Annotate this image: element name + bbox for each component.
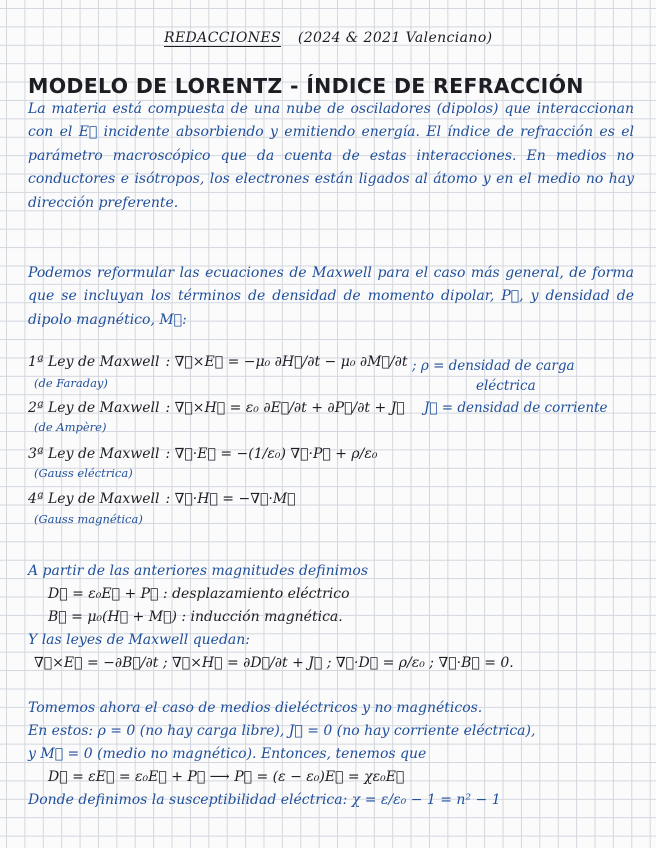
law-name: 4ª Ley de Maxwell [28,491,160,507]
paragraph-maxwell-reformulation: Podemos reformular las ecuaciones de Maxwell para el caso más general, de forma que se incluyan los términos de densidad de momento dipolar, P⃗, y densidad de dipolo magnético, M⃗: [28,265,634,328]
law-2-subtitle: (de Ampère) [34,420,107,434]
dielectric-line-2: En estos: ρ = 0 (no hay carga libre), J⃗ = 0 (no hay corriente eléctrica), [28,723,536,739]
law-equation: : ∇⃗×E⃗ = −μ₀ ∂H⃗/∂t − μ₀ ∂M⃗/∂t [165,354,408,370]
law-equation: : ∇⃗·H⃗ = −∇⃗·M⃗ [165,491,296,507]
law-equation: : ∇⃗×H⃗ = ε₀ ∂E⃗/∂t + ∂P⃗/∂t + J⃗ [165,400,405,416]
law-4-subtitle: (Gauss magnética) [34,512,143,526]
maxwell-law-1 [28,354,407,370]
maxwell-law-4 [28,491,296,507]
b-definition: B⃗ = μ₀(H⃗ + M⃗) : inducción magnética. [48,609,343,625]
dielectric-line-1: Tomemos ahora el caso de medios dieléctricos y no magnéticos. [28,700,483,716]
law-name: 1ª Ley de Maxwell [28,354,160,370]
paragraph-lorentz-model: La materia está compuesta de una nube de osciladores (dipolos) que interaccionan con el E⃗ incidente absorbiendo y emitiendo energía. El índice de refracción es el parámetro macroscópico que da cuenta de estas interacciones. En medios no conductores e isótropos, los electrones están ligados al átomo y en el medio no hay dirección preferente. [28,101,634,211]
note-j: J⃗ = densidad de corriente [424,400,608,416]
maxwell-law-3 [28,446,378,462]
law-1-subtitle: (de Faraday) [34,376,108,390]
section-heading: MODELO DE LORENTZ - ÍNDICE DE REFRACCIÓN [28,74,584,98]
header-subtitle: (2024 & 2021 Valenciano) [297,30,493,46]
maxwell-law-2 [28,400,405,416]
maxwell-laws-intro: Y las leyes de Maxwell quedan: [28,632,250,648]
d-definition: D⃗ = ε₀E⃗ + P⃗ : desplazamiento eléctrico [48,586,350,602]
note-rho-cont: eléctrica [476,378,536,394]
header-title: REDACCIONES [164,30,281,46]
page-header [164,30,493,46]
susceptibility-definition: Donde definimos la susceptibilidad eléctrica: χ = ε/ε₀ − 1 = n² − 1 [28,792,501,808]
law-3-subtitle: (Gauss eléctrica) [34,466,133,480]
polarization-equation: D⃗ = εE⃗ = ε₀E⃗ + P⃗ ⟶ P⃗ = (ε − ε₀)E⃗ = χε₀E⃗ [48,769,405,785]
law-equation: : ∇⃗·E⃗ = −(1/ε₀) ∇⃗·P⃗ + ρ/ε₀ [165,446,378,462]
maxwell-laws-summary: ∇⃗×E⃗ = −∂B⃗/∂t ; ∇⃗×H⃗ = ∂D⃗/∂t + J⃗ ; ∇⃗·D⃗ = ρ/ε₀ ; ∇⃗·B⃗ = 0. [34,655,514,671]
definitions-intro: A partir de las anteriores magnitudes definimos [28,563,369,579]
law-name: 2ª Ley de Maxwell [28,400,160,416]
dielectric-line-3: y M⃗ = 0 (medio no magnético). Entonces, tenemos que [28,746,427,762]
law-name: 3ª Ley de Maxwell [28,446,160,462]
note-rho: ; ρ = densidad de carga [412,358,575,374]
